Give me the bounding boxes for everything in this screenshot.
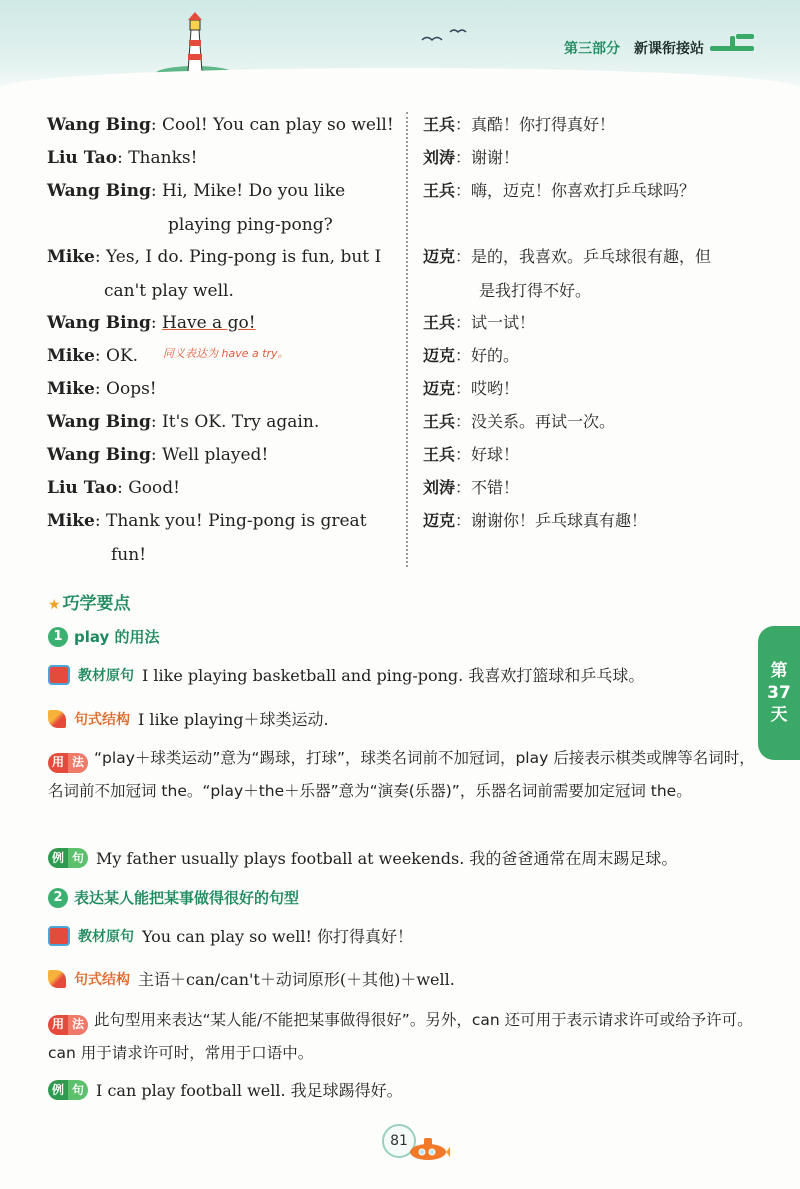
synonym-note: 同义表达为 have a try。 (163, 347, 289, 360)
english-text: Good! (128, 478, 180, 498)
speaker-zh: 迈克 (423, 346, 456, 365)
section-title-text: 巧学要点 (62, 594, 131, 614)
page-header (0, 0, 800, 92)
birds-icon (420, 26, 470, 46)
chinese-text: 好的。 (471, 346, 520, 365)
point-2-title (48, 887, 299, 908)
page-number: 81 (382, 1124, 416, 1158)
source-text: You can play so well! 你打得真好！ (142, 927, 413, 946)
badge-part: 例 (48, 1080, 68, 1100)
usage-text: 此句型用来表达“某人能/不能把某事做得很好”。另外，can 还可用于表示请求许可或给予许可。can 用于请求许可时，常用于口语中。 (48, 1011, 753, 1062)
english-text: Well played! (162, 445, 269, 465)
point-title-text: play 的用法 (74, 628, 160, 646)
example-sentence (48, 846, 748, 869)
speaker: Wang Bing (47, 445, 151, 465)
speaker: Wang Bing (47, 412, 151, 432)
header-cloud-edge (0, 68, 800, 92)
english-text-cont: fun! (111, 545, 147, 565)
english-text: Yes, I do. Ping-pong is fun, but I (106, 247, 382, 267)
number-badge: 2 (48, 888, 68, 908)
example-badge (48, 848, 88, 868)
textbook-sentence (48, 663, 748, 686)
english-text: Thanks! (128, 148, 198, 168)
side-tab-text: 第 (770, 661, 788, 681)
speaker: Wang Bing (47, 181, 151, 201)
speaker-zh: 迈克 (423, 247, 456, 266)
speaker: Mike (47, 346, 95, 366)
example-text: I can play football well. 我足球踢得好。 (96, 1081, 403, 1100)
sentence-structure (48, 967, 748, 990)
pen-icon (48, 970, 66, 988)
english-text-cont: playing ping-pong? (168, 215, 333, 235)
structure-tag: 句式结构 (74, 971, 130, 988)
structure-text: I like playing＋球类运动. (138, 710, 329, 729)
usage-badge (48, 753, 88, 773)
english-text-cont: can't play well. (104, 281, 234, 301)
source-text: I like playing basketball and ping-pong. 我喜欢打篮球和乒乓球。 (142, 666, 645, 685)
speaker: Liu Tao (47, 478, 118, 498)
section-title (48, 589, 131, 614)
number-badge: 1 (48, 627, 68, 647)
star-icon: ★ (48, 597, 61, 613)
badge-part: 句 (68, 848, 88, 868)
chinese-text: 谢谢你！乒乓球真有趣！ (471, 511, 648, 530)
example-badge (48, 1080, 88, 1100)
structure-tag: 句式结构 (74, 711, 130, 728)
badge-part: 用 (48, 1015, 68, 1035)
english-text: OK. (106, 346, 139, 366)
usage-badge (48, 1015, 88, 1035)
point-title-text: 表达某人能把某事做得很好的句型 (74, 889, 300, 907)
side-tab-text: 天 (770, 705, 788, 725)
chinese-text: 试一试！ (471, 313, 536, 332)
english-text: Have a go! (162, 313, 256, 333)
source-tag: 教材原句 (78, 928, 134, 945)
textbook-sentence (48, 924, 748, 947)
dialog-divider (406, 112, 408, 567)
chinese-text-cont: 是我打得不好。 (479, 281, 592, 300)
source-tag: 教材原句 (78, 667, 134, 684)
speaker-zh: 王兵 (423, 445, 456, 464)
speaker-zh: 刘涛 (423, 148, 456, 167)
badge-part: 句 (68, 1080, 88, 1100)
badge-part: 用 (48, 753, 68, 773)
chinese-text: 不错！ (471, 478, 520, 497)
badge-part: 法 (68, 753, 88, 773)
english-text: Thank you! Ping-pong is great (106, 511, 367, 531)
speaker-zh: 王兵 (423, 181, 456, 200)
structure-text: 主语＋can/can't＋动词原形(＋其他)＋well. (138, 970, 455, 989)
example-sentence (48, 1078, 748, 1101)
pen-icon (48, 710, 66, 728)
submarine-icon (406, 1134, 450, 1162)
sentence-structure (48, 707, 748, 730)
badge-part: 例 (48, 848, 68, 868)
speaker-zh: 王兵 (423, 412, 456, 431)
english-text: Cool! You can play so well! (162, 115, 394, 135)
book-icon (48, 665, 70, 685)
badge-part: 法 (68, 1015, 88, 1035)
chinese-text: 谢谢！ (471, 148, 520, 167)
side-tab-number: 37 (767, 683, 791, 703)
header-part: 第三部分 (564, 41, 620, 57)
speaker-zh: 迈克 (423, 511, 456, 530)
book-icon (48, 926, 70, 946)
speaker: Mike (47, 379, 95, 399)
usage-paragraph (48, 1004, 758, 1070)
english-text: It's OK. Try again. (162, 412, 320, 432)
speaker: Liu Tao (47, 148, 118, 168)
speaker: Wang Bing (47, 313, 151, 333)
speaker-zh: 王兵 (423, 313, 456, 332)
speaker: Wang Bing (47, 115, 151, 135)
usage-paragraph (48, 742, 758, 808)
chinese-text: 是的，我喜欢。乒乓球很有趣，但 (471, 247, 712, 266)
day-side-tab (758, 626, 800, 760)
speaker-zh: 王兵 (423, 115, 456, 134)
usage-text: “play＋球类运动”意为“踢球，打球”，球类名词前不加冠词，play 后接表示棋类或牌等名词时，名词前不加冠词 the。“play＋the＋乐器”意为“演奏(乐器)”，乐器名词前需要加定冠词 the。 (48, 749, 755, 800)
english-text: Hi, Mike! Do you like (162, 181, 346, 201)
chinese-text: 嗨，迈克！你喜欢打乒乓球吗？ (471, 181, 696, 200)
example-text: My father usually plays football at weekends. 我的爸爸通常在周末踢足球。 (96, 849, 678, 868)
header-name: 新课衔接站 (634, 41, 704, 57)
speaker: Mike (47, 511, 95, 531)
header-decoration-icon (710, 30, 760, 60)
chinese-text: 没关系。再试一次。 (471, 412, 616, 431)
chinese-text: 哎哟！ (471, 379, 520, 398)
speaker: Mike (47, 247, 95, 267)
point-1-title (48, 626, 160, 647)
speaker-zh: 迈克 (423, 379, 456, 398)
english-text: Oops! (106, 379, 157, 399)
chinese-text: 真酷！你打得真好！ (471, 115, 616, 134)
chinese-text: 好球！ (471, 445, 520, 464)
header-title (564, 38, 704, 58)
speaker-zh: 刘涛 (423, 478, 456, 497)
